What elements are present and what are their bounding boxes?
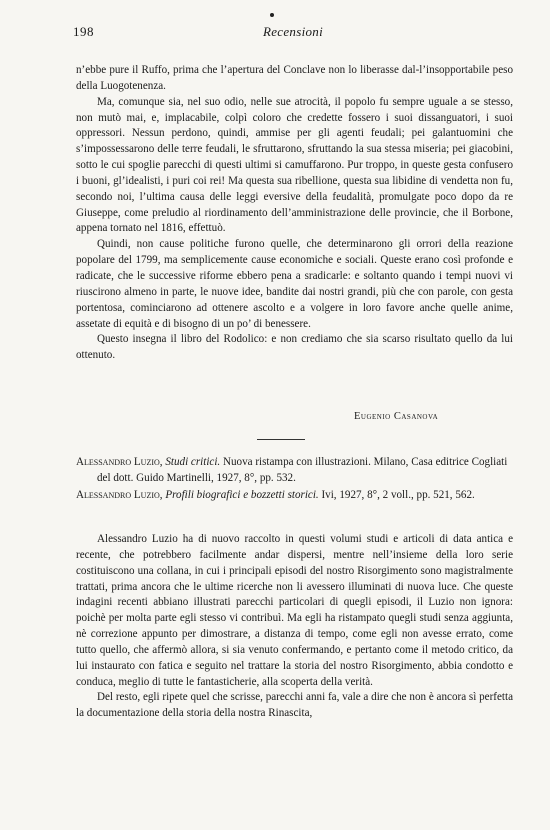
review-two-body — [76, 532, 513, 722]
running-title: Recensioni — [262, 24, 324, 39]
bibliography-entry — [76, 455, 513, 486]
section-divider — [257, 439, 305, 440]
bibliography-entry — [76, 488, 513, 504]
entry-title: Studi critici. — [165, 456, 221, 468]
paragraph: n’ebbe pure il Ruffo, prima che l’apertura del Conclave non lo liberasse dal-l’insopportabile peso della Luogotenenza. — [76, 64, 513, 92]
review-one-body — [76, 63, 513, 364]
bibliography — [76, 455, 513, 506]
page-header — [73, 24, 513, 44]
paragraph: Alessandro Luzio ha di nuovo raccolto in questi volumi studi e articoli di data antica e recente, che potrebbero facilmente andar dispersi, mentre nell’insieme della loro serie costituiscono una collana, in cui i principali episodi del nostro Risorgimento sono magistralmente trattati, prima ancora che le ultime ricerche non li avessero illuminati di nuova luce. Che queste indagini recenti abbiano illustrati parecchi particolari di quegli episodi, il Luzio non ignora: poichè per molta parte egli stesso vi contribuì. Ma egli ha ristampato quegli studi senza aggiunta, nè correzione appunto per dimostrare, a distanza di tempo, come egli non avesse errato, come tutto quello, che affermò allora, si sia venuto confermando, e pertanto come il metodo critico, da lui instaurato con fatica e seguito nel trattare la storia del nostro Risorgimento, abbia condotto e conduca, meglio di tutte le fantasticherie, alla scoperta della verità. — [76, 533, 513, 688]
entry-title: Profili biografici e bozzetti storici. — [165, 489, 319, 502]
entry-details: Ivi, 1927, 8°, 2 voll., pp. 521, 562. — [321, 489, 475, 502]
paragraph: Ma, comunque sia, nel suo odio, nelle sue atrocità, il popolo fu sempre uguale a se stesso, non mutò mai, e, implacabile, colpì coloro che credette fossero i suoi dissanguatori, i suoi oppressori. Nessun perdono, quindi, ammise per gli agenti feudali; pei galantuomini che s’impossessarono delle terre feudali, le sfruttarono, sfruttando la sua stessa miseria; pei giacobini, sotto le cui spoglie parecchi di questi ultimi si camuffarono. Pur troppo, in queste gesta confusero i buoni, gl’idealisti, i puri coi rei! Ma questa sua ribellione, questa sua libidine di vendetta non fu, secondo noi, l’ultima causa delle leggi eversive della feudalità, promulgate poco dopo da re Giuseppe, come preludio al riordinamento dell’amministrazione delle provincie, che il Borbone, appena tornato nel 1816, effettuò. — [76, 95, 513, 235]
ink-dot — [270, 13, 274, 17]
entry-author: Alessandro Luzio, — [76, 456, 163, 468]
paragraph: Questo insegna il libro del Rodolico: e non crediamo che sia scarso risultato quello da lui ottenuto. — [76, 333, 513, 362]
paragraph: Quindi, non cause politiche furono quelle, che determinarono gli orrori della reazione popolare del 1799, ma semplicemente cause economiche e sociali. Queste erano così profonde e radicate, che le successive riforme ebbero pena a sradicarle: e soltanto quando i tempi nuovi vi riuscirono almeno in parte, le nuove idee, bandite dai nostri grandi, più che con parole, con gesta portentosa, cominciarono ad ottenere ascolto e a volgere in loro favore anche quelle anime, assetate di equità e di bisogno di un po’ di benessere. — [76, 238, 513, 330]
entry-details: Nuova ristampa con illustrazioni. Milano, Casa editrice Cogliati del dott. Guido Martinelli, 1927, 8°, pp. 532. — [97, 456, 508, 484]
paragraph: Del resto, egli ripete quel che scrisse, parecchi anni fa, vale a dire che non è ancora sì perfetta la documentazione della storia della nostra Rinascita, — [76, 691, 513, 720]
page-number: 198 — [73, 24, 94, 39]
reviewer-signature: Eugenio Casanova — [354, 411, 439, 422]
entry-author: Alessandro Luzio, — [76, 489, 163, 502]
